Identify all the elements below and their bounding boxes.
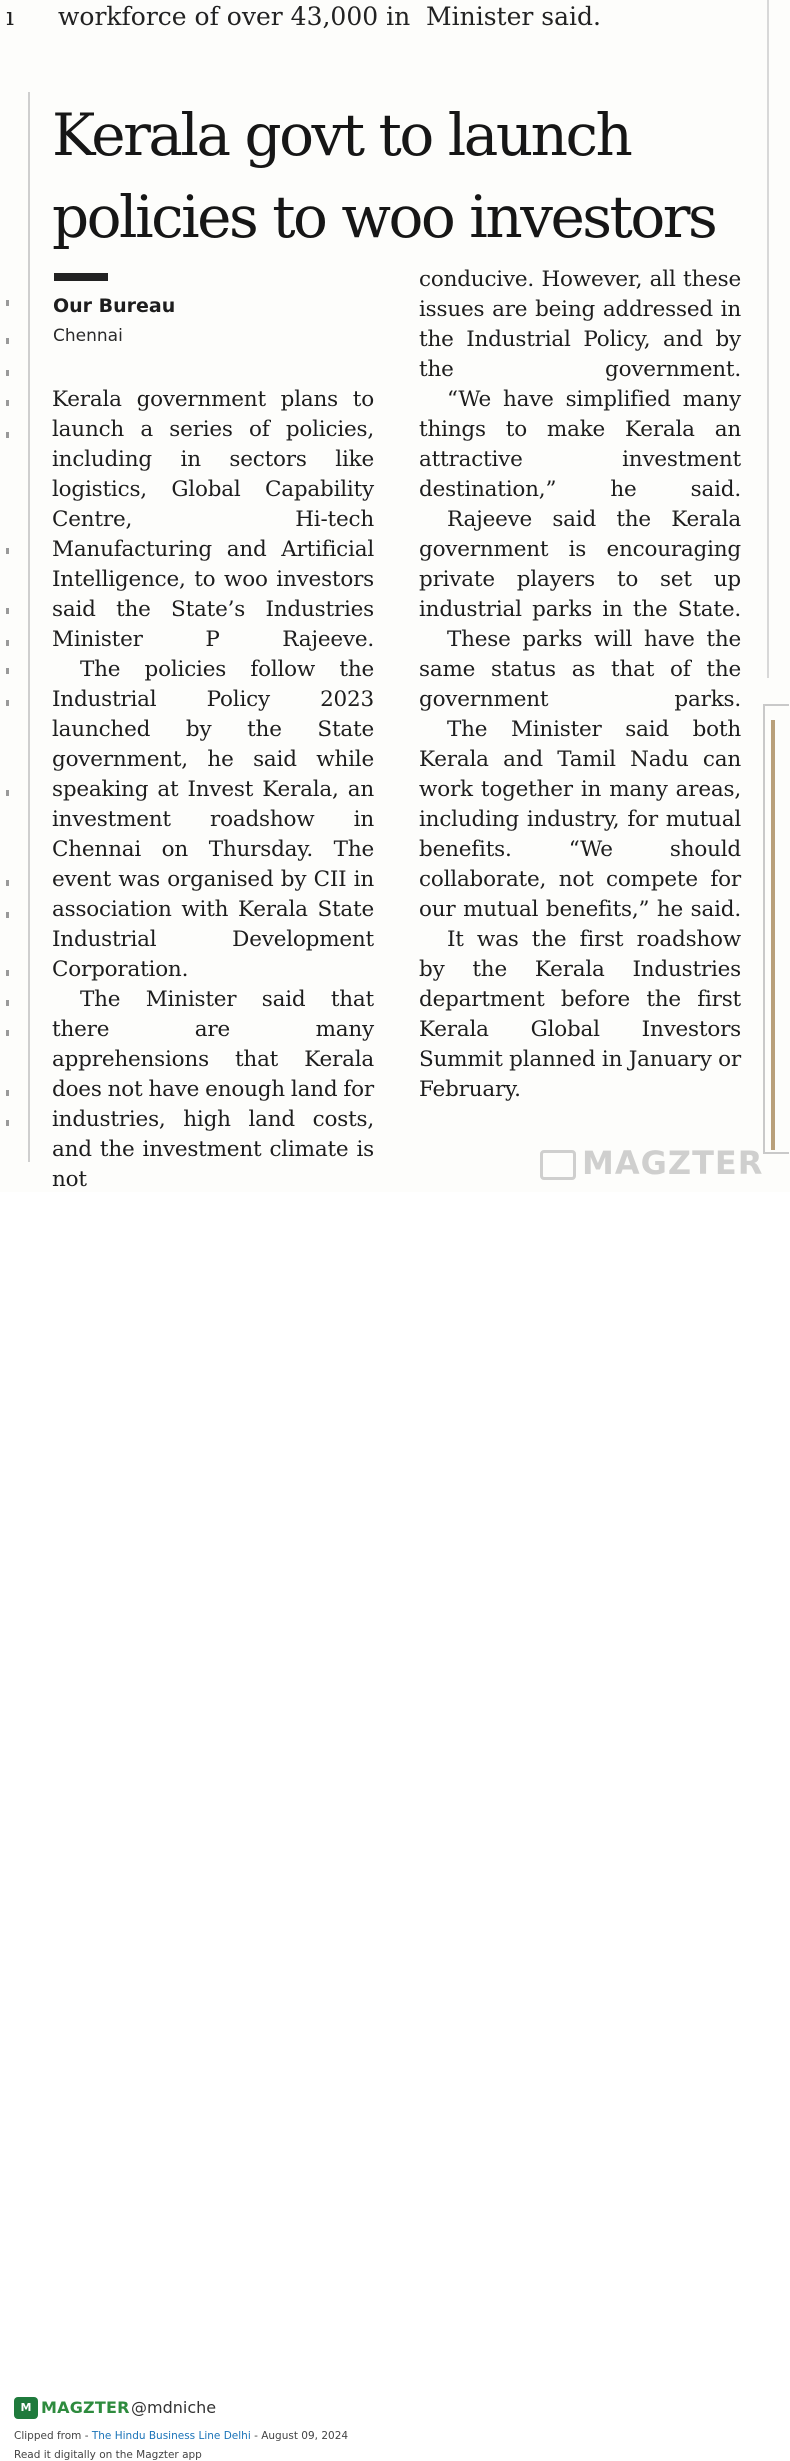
- user-handle[interactable]: @mdniche: [131, 2398, 217, 2417]
- byline-rule: [54, 273, 108, 281]
- clip-source-line: [14, 2430, 348, 2442]
- clip-footer: [0, 1192, 790, 2461]
- previous-article-fragment: Minister said.: [426, 2, 601, 31]
- clipped-prefix: Clipped from -: [14, 2430, 92, 2442]
- article-headline: Kerala govt to launch policies to woo investors: [52, 101, 716, 251]
- article-paragraph: It was the first roadshow by the Kerala Industries department before the first Kerala Global Investors Summit planned in January or February.: [419, 927, 741, 1102]
- article-paragraph: The Minister said that there are many apprehensions that Kerala does not have enough land for industries, high land costs, and the investment climate is not: [52, 987, 374, 1192]
- article-paragraph: Kerala government plans to launch a series of policies, including in sectors like logistics, Global Capability Centre, Hi-tech Manufacturing and Artificial Intelligence, to woo investors said the State’s Industries Minister P Rajeeve.: [52, 387, 374, 652]
- article-paragraph: The policies follow the Industrial Policy 2023 launched by the State government, he said while speaking at Invest Kerala, an investment roadshow in Chennai on Thursday. The event was organised by CII in association with Kerala State Industrial Development Corporation.: [52, 657, 374, 982]
- article-paragraph: The Minister said both Kerala and Tamil Nadu can work together in many areas, including industry, for mutual benefits. “We should collaborate, not compete for our mutual benefits,” he said.: [419, 717, 741, 922]
- article-paragraph: These parks will have the same status as that of the government parks.: [419, 627, 741, 712]
- column-divider: [767, 0, 769, 678]
- read-digitally-note: Read it digitally on the Magzter app: [14, 2449, 202, 2461]
- magzter-watermark: [540, 1144, 763, 1182]
- column-divider: [28, 92, 30, 1162]
- article-paragraph: conducive. However, all these issues are being addressed in the Industrial Policy, and by the government.: [419, 267, 741, 382]
- previous-article-fragment: workforce of over 43,000 in: [58, 2, 411, 31]
- newspaper-clipping: [0, 0, 790, 1192]
- article-column-left: [52, 385, 374, 1195]
- watermark-text: MAGZTER: [582, 1144, 764, 1182]
- source-link[interactable]: The Hindu Business Line Delhi: [91, 2430, 251, 2442]
- article-paragraph: “We have simplified many things to make Kerala an attractive investment destination,” he said.: [419, 387, 741, 502]
- byline-dateline: Chennai: [53, 326, 123, 346]
- clip-date: - August 09, 2024: [250, 2430, 349, 2442]
- magzter-brand[interactable]: MAGZTER: [41, 2398, 130, 2417]
- adjacent-article-frame-inner: [771, 720, 790, 1150]
- magzter-logo-icon[interactable]: M: [14, 2397, 38, 2419]
- magzter-watermark-icon: [540, 1150, 576, 1180]
- byline-author: Our Bureau: [53, 295, 176, 317]
- article-paragraph: Rajeeve said the Kerala government is encouraging private players to set up industrial parks in the State.: [419, 507, 741, 622]
- previous-article-fragment: ı: [6, 2, 14, 31]
- article-column-right: [419, 265, 741, 1105]
